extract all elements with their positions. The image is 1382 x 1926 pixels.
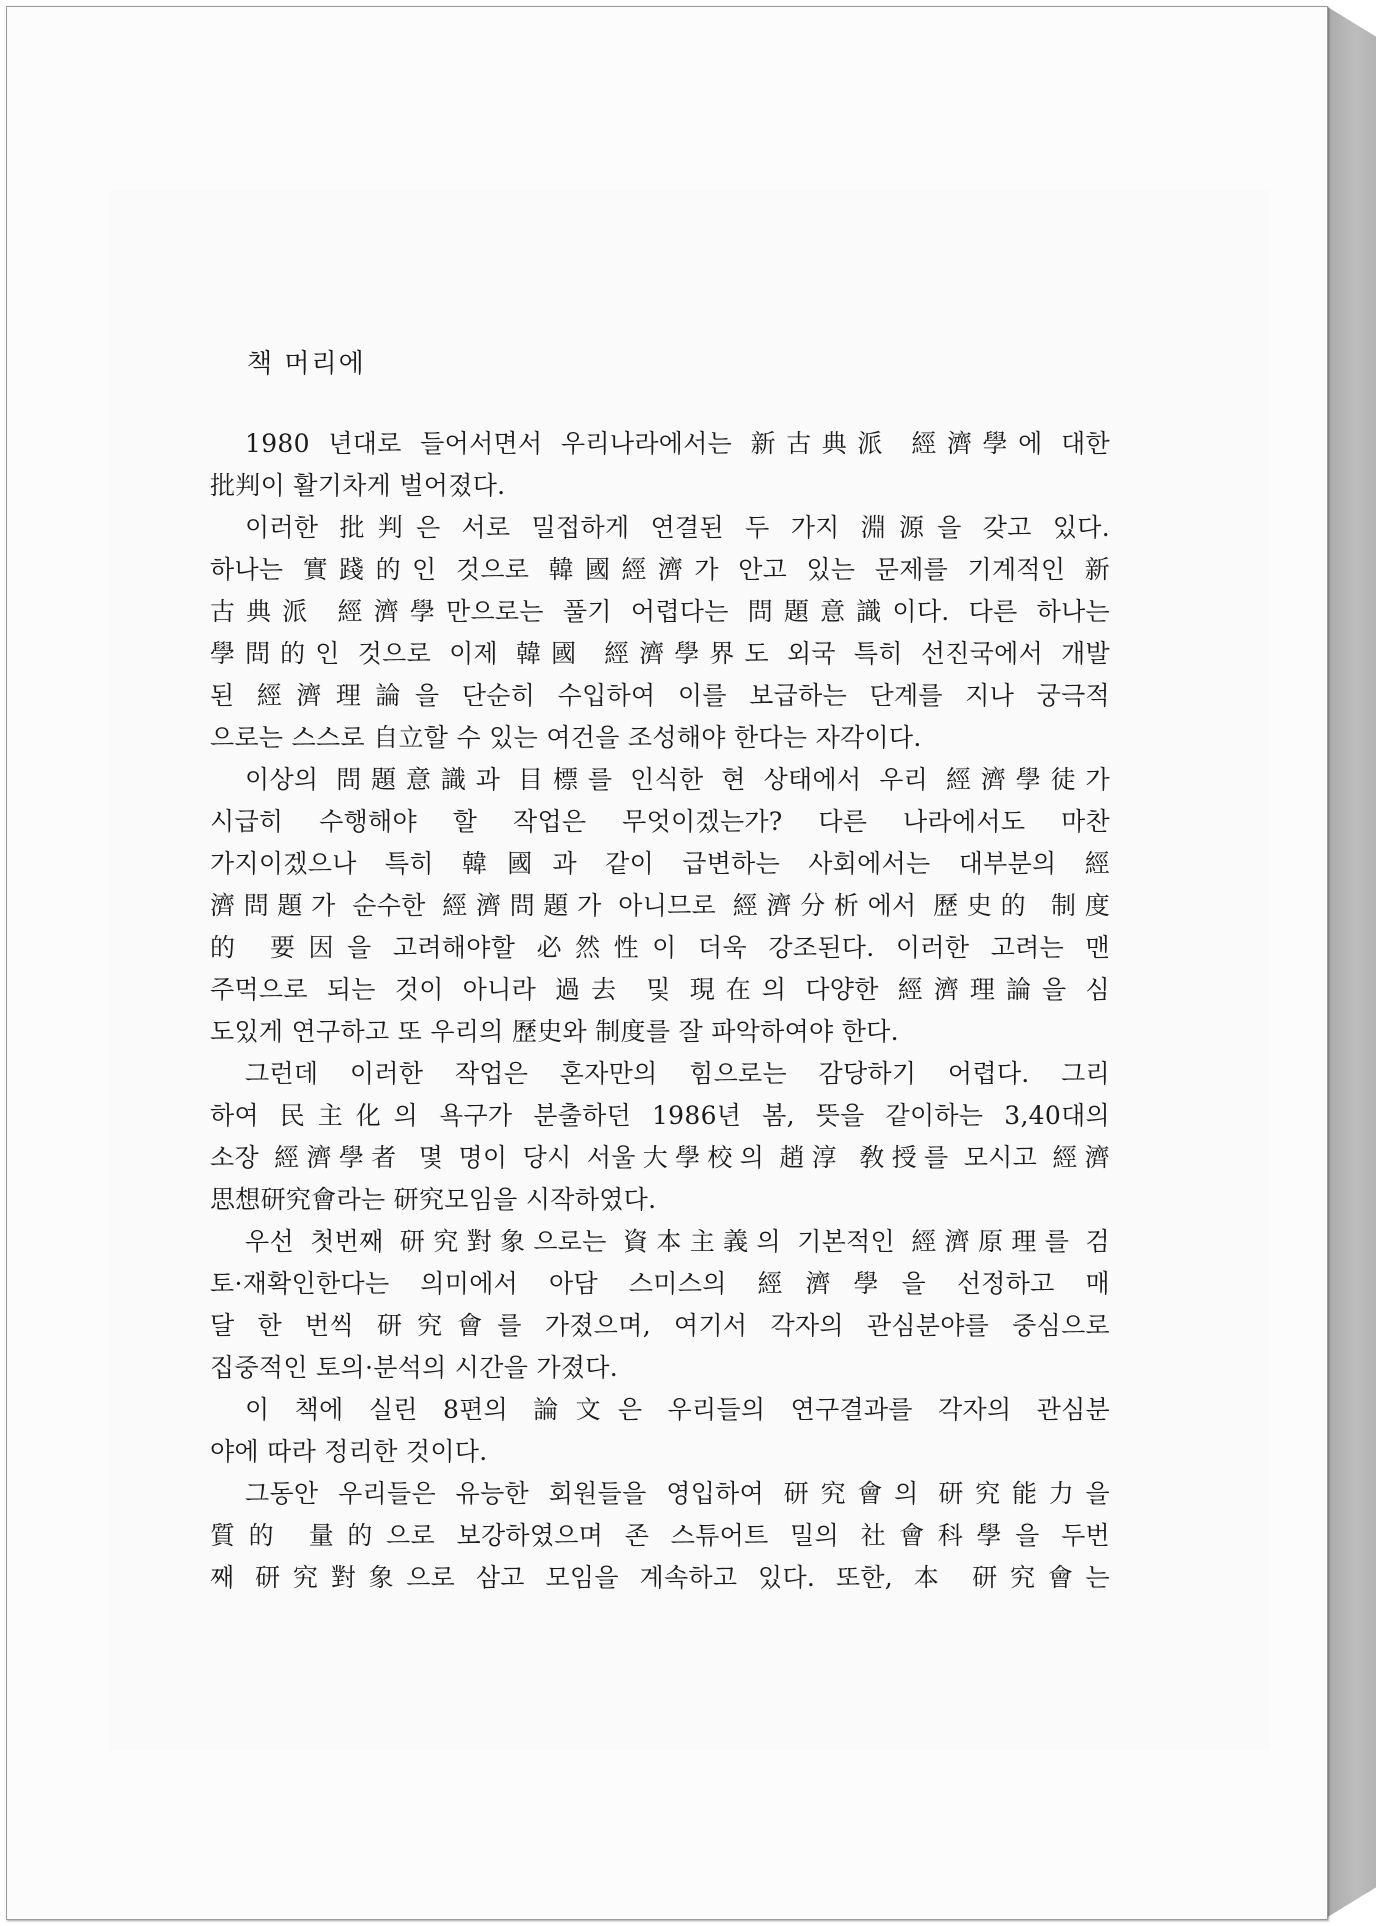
- page-heading: 책 머리에: [247, 349, 366, 379]
- text-line: 하여 民主化의 욕구가 분출하던 1986년 봄, 뜻을 같이하는 3,40대의: [210, 1101, 1110, 1130]
- book-page-edge: [1326, 6, 1376, 1918]
- text-line: 的 要因을 고려해야할 必然性이 더욱 강조된다. 이러한 고려는 맨: [210, 933, 1110, 962]
- text-line: 하나는 實踐的인 것으로 韓國經濟가 안고 있는 문제를 기계적인 新: [210, 555, 1110, 584]
- text-line: 質的 量的으로 보강하였으며 존 스튜어트 밀의 社會科學을 두번: [210, 1521, 1110, 1550]
- text-line: 주먹으로 되는 것이 아니라 過去 및 現在의 다양한 經濟理論을 심: [210, 975, 1110, 1004]
- text-line: 古典派 經濟學만으로는 풀기 어렵다는 問題意識이다. 다른 하나는: [210, 597, 1110, 626]
- text-line: 濟問題가 순수한 經濟問題가 아니므로 經濟分析에서 歷史的 制度: [210, 891, 1110, 920]
- text-line: 그동안 우리들은 유능한 회원들을 영입하여 研究會의 研究能力을: [245, 1479, 1110, 1508]
- text-line: 토·재확인한다는 의미에서 아담 스미스의 經濟學을 선정하고 매: [210, 1269, 1110, 1298]
- text-line: 시급히 수행해야 할 작업은 무엇이겠는가? 다른 나라에서도 마찬: [210, 807, 1110, 836]
- text-line: 달 한 번씩 研究會를 가졌으며, 여기서 각자의 관심분야를 중심으로: [210, 1311, 1110, 1340]
- body-text: [210, 423, 1110, 1599]
- text-line: 으로는 스스로 自立할 수 있는 여건을 조성해야 한다는 자각이다.: [210, 723, 922, 752]
- text-line: 思想研究會라는 研究모임을 시작하였다.: [210, 1185, 657, 1214]
- text-line: 批判이 활기차게 벌어졌다.: [210, 471, 506, 500]
- text-line: 야에 따라 정리한 것이다.: [210, 1437, 488, 1466]
- text-line: 가지이겠으나 특히 韓國과 같이 급변하는 사회에서는 대부분의 經: [210, 849, 1110, 878]
- text-line: 이상의 問題意識과 目標를 인식한 현 상태에서 우리 經濟學徒가: [245, 765, 1110, 794]
- text-line: 그런데 이러한 작업은 혼자만의 힘으로는 감당하기 어렵다. 그리: [245, 1059, 1110, 1088]
- text-line: 소장 經濟學者 몇 명이 당시 서울大學校의 趙淳 敎授를 모시고 經濟: [210, 1143, 1110, 1172]
- text-line: 집중적인 토의·분석의 시간을 가졌다.: [210, 1353, 618, 1382]
- text-line: 學問的인 것으로 이제 韓國 經濟學界도 외국 특히 선진국에서 개발: [210, 639, 1110, 668]
- text-line: 도있게 연구하고 또 우리의 歷史와 制度를 잘 파악하여야 한다.: [210, 1017, 899, 1046]
- text-line: 이 책에 실린 8편의 論文은 우리들의 연구결과를 각자의 관심분: [245, 1395, 1110, 1424]
- text-line: 이러한 批判은 서로 밀접하게 연결된 두 가지 淵源을 갖고 있다.: [245, 513, 1110, 542]
- text-line: 1980 년대로 들어서면서 우리나라에서는 新古典派 經濟學에 대한: [245, 429, 1110, 458]
- text-line: 째 研究對象으로 삼고 모임을 계속하고 있다. 또한, 本 研究會는: [210, 1563, 1110, 1592]
- text-line: 된 經濟理論을 단순히 수입하여 이를 보급하는 단계를 지나 궁극적: [210, 681, 1110, 710]
- text-line: 우선 첫번째 研究對象으로는 資本主義의 기본적인 經濟原理를 검: [245, 1227, 1110, 1256]
